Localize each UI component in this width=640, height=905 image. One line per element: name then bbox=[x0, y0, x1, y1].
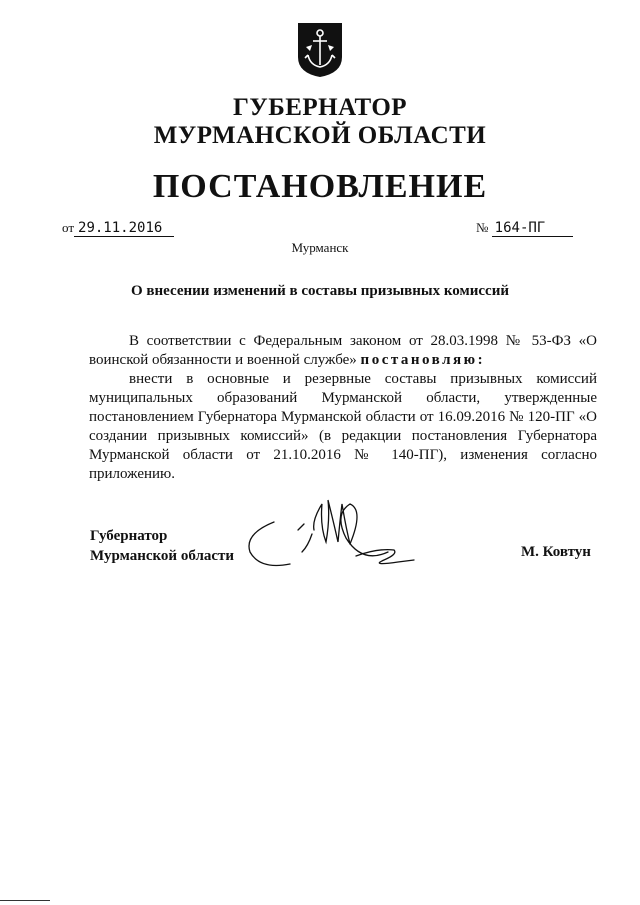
issue-city: Мурманск bbox=[291, 240, 349, 255]
document-subject: О внесении изменений в составы призывных комиссий bbox=[131, 283, 509, 299]
signatory-name: М. Ковтун bbox=[521, 544, 591, 560]
document-date bbox=[62, 220, 174, 237]
handwritten-signature bbox=[238, 490, 438, 580]
date-value: 29.11.2016 bbox=[74, 221, 174, 237]
body-paragraph-1 bbox=[89, 332, 597, 370]
document-body bbox=[89, 332, 597, 484]
org-title-line1: ГУБЕРНАТОР bbox=[232, 94, 408, 121]
org-title-line2: МУРМАНСКОЙ ОБЛАСТИ bbox=[153, 122, 487, 149]
position-line1: Губернатор bbox=[90, 528, 168, 544]
body-paragraph-2: внести в основные и резервные составы призывных комиссий муниципальных образований Мурманской области, утвержденные постановлением Губернатора Мурманской области от 16.09.2016 № 120-ПГ «О создании призывных комиссий» (в редакции постановления Губернатора Мурманской области от 21.10.2016 № 140-ПГ), изменения согласно приложению. bbox=[89, 371, 597, 482]
footer-divider bbox=[0, 900, 50, 901]
para1-keyword: постановляю: bbox=[360, 352, 486, 368]
coat-of-arms-icon bbox=[296, 21, 344, 79]
para1-text: В соответствии с Федеральным законом от 28.03.1998 № 53-ФЗ «О воинской обязанности и военной службе» bbox=[89, 333, 597, 368]
document-number bbox=[476, 220, 573, 237]
signatory-position bbox=[90, 526, 234, 566]
position-line2: Мурманской области bbox=[90, 548, 235, 564]
number-value: 164-ПГ bbox=[492, 221, 573, 237]
date-prefix: от bbox=[62, 220, 75, 235]
document-type-title: ПОСТАНОВЛЕНИЕ bbox=[152, 168, 488, 205]
number-prefix: № bbox=[476, 220, 489, 235]
